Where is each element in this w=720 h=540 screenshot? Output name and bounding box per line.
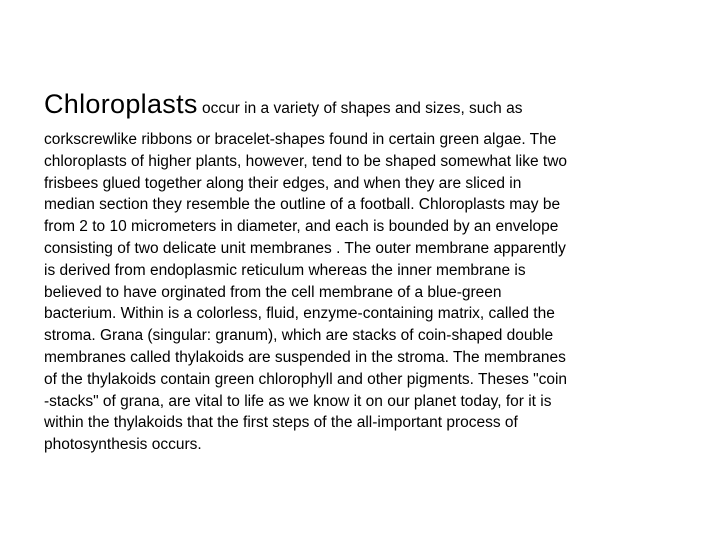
body-line: membranes called thylakoids are suspended in the stroma. The membranes: [44, 348, 566, 366]
body-line: median section they resemble the outline of a football. Chloroplasts may be: [44, 196, 561, 214]
body-lines: [44, 129, 656, 456]
body-line: believed to have orginated from the cell membrane of a blue-green: [44, 283, 502, 301]
body-line: within the thylakoids that the first steps of the all-important process of: [44, 414, 518, 432]
body-line: photosynthesis occurs.: [44, 436, 202, 454]
body-line: from 2 to 10 micrometers in diameter, and each is bounded by an envelope: [44, 218, 559, 236]
body-line: corkscrewlike ribbons or bracelet-shapes found in certain green algae. The: [44, 131, 557, 148]
body-line: bacterium. Within is a colorless, fluid, enzyme-containing matrix, called the: [44, 305, 555, 323]
heading-word: Chloroplasts: [44, 89, 198, 119]
body-line: consisting of two delicate unit membranes . The outer membrane apparently: [44, 239, 566, 257]
body-line: -stacks" of grana, are vital to life as we know it on our planet today, for it is: [44, 392, 552, 410]
lead-text: occur in a variety of shapes and sizes, such as: [197, 100, 523, 117]
body-line: of the thylakoids contain green chlorophyll and other pigments. Theses "coin: [44, 370, 568, 388]
first-line: [44, 84, 656, 129]
body-line: chloroplasts of higher plants, however, tend to be shaped somewhat like two: [44, 152, 568, 170]
body-line: stroma. Grana (singular: granum), which are stacks of coin-shaped double: [44, 327, 554, 345]
body-line: frisbees glued together along their edges, and when they are sliced in: [44, 174, 522, 192]
body-line: is derived from endoplasmic reticulum whereas the inner membrane is: [44, 261, 526, 279]
paragraph: [44, 84, 656, 456]
